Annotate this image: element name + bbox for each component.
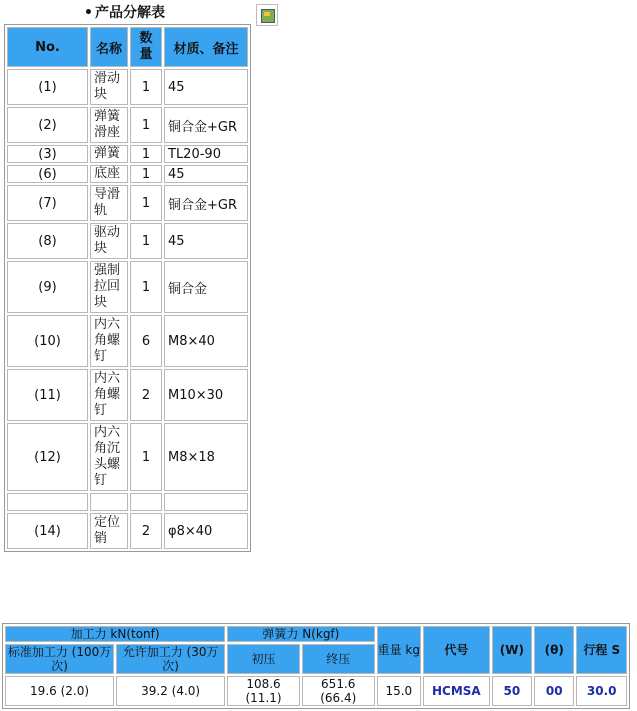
part-qty bbox=[130, 493, 162, 511]
header-std-force: 标准加工力 (100万次) bbox=[5, 644, 114, 674]
broken-image-icon[interactable] bbox=[256, 4, 278, 26]
part-no: (9) bbox=[7, 261, 88, 313]
value-w: 50 bbox=[492, 676, 532, 706]
spec-table bbox=[2, 623, 630, 709]
value-final: 651.6 (66.4) bbox=[302, 676, 375, 706]
part-no: (12) bbox=[7, 423, 88, 491]
part-no: (2) bbox=[7, 107, 88, 143]
value-std-force: 19.6 (2.0) bbox=[5, 676, 114, 706]
part-no: (7) bbox=[7, 185, 88, 221]
part-qty: 6 bbox=[130, 315, 162, 367]
part-material: φ8×40 bbox=[164, 513, 248, 549]
part-qty: 2 bbox=[130, 513, 162, 549]
part-qty: 1 bbox=[130, 261, 162, 313]
header-initial: 初压 bbox=[227, 644, 300, 674]
part-name: 滑动块 bbox=[90, 69, 128, 105]
header-no: No. bbox=[7, 27, 88, 67]
value-initial: 108.6 (11.1) bbox=[227, 676, 300, 706]
part-name: 内六角螺钉 bbox=[90, 315, 128, 367]
part-qty: 1 bbox=[130, 165, 162, 183]
part-name: 导滑轨 bbox=[90, 185, 128, 221]
part-material: 铜合金 bbox=[164, 261, 248, 313]
header-final: 终压 bbox=[302, 644, 375, 674]
table-row bbox=[7, 423, 248, 491]
header-w: (W) bbox=[492, 626, 532, 674]
parts-table bbox=[4, 24, 251, 552]
part-name: 弹簧 bbox=[90, 145, 128, 163]
part-name: 定位销 bbox=[90, 513, 128, 549]
part-material: 45 bbox=[164, 223, 248, 259]
part-no: (10) bbox=[7, 315, 88, 367]
value-code: HCMSA bbox=[423, 676, 490, 706]
page-title bbox=[84, 2, 165, 22]
part-qty: 1 bbox=[130, 69, 162, 105]
header-weight: 重量 kg bbox=[377, 626, 421, 674]
part-qty: 1 bbox=[130, 223, 162, 259]
title-bullet: • bbox=[84, 5, 93, 21]
part-name: 驱动块 bbox=[90, 223, 128, 259]
part-qty: 1 bbox=[130, 423, 162, 491]
part-no: (14) bbox=[7, 513, 88, 549]
table-row bbox=[7, 513, 248, 549]
header-code: 代号 bbox=[423, 626, 490, 674]
header-stroke: 行程 S bbox=[576, 626, 627, 674]
table-row bbox=[7, 69, 248, 105]
value-allow-force: 39.2 (4.0) bbox=[116, 676, 225, 706]
header-qty: 数量 bbox=[130, 27, 162, 67]
value-weight: 15.0 bbox=[377, 676, 421, 706]
part-no: (3) bbox=[7, 145, 88, 163]
part-material: 铜合金+GR bbox=[164, 107, 248, 143]
part-qty: 1 bbox=[130, 185, 162, 221]
part-qty: 1 bbox=[130, 145, 162, 163]
part-material: 45 bbox=[164, 69, 248, 105]
value-theta: 00 bbox=[534, 676, 574, 706]
part-material: M10×30 bbox=[164, 369, 248, 421]
table-row bbox=[7, 165, 248, 183]
part-material: TL20-90 bbox=[164, 145, 248, 163]
part-material: 45 bbox=[164, 165, 248, 183]
table-row bbox=[7, 315, 248, 367]
part-no: (6) bbox=[7, 165, 88, 183]
part-material: M8×40 bbox=[164, 315, 248, 367]
part-name: 内六角螺钉 bbox=[90, 369, 128, 421]
header-material: 材质、备注 bbox=[164, 27, 248, 67]
part-name: 底座 bbox=[90, 165, 128, 183]
table-row bbox=[7, 493, 248, 511]
header-spring-group: 弹簧力 N(kgf) bbox=[227, 626, 374, 642]
part-no: (1) bbox=[7, 69, 88, 105]
part-name: 内六角沉头螺钉 bbox=[90, 423, 128, 491]
table-row bbox=[7, 223, 248, 259]
part-no bbox=[7, 493, 88, 511]
part-material: 铜合金+GR bbox=[164, 185, 248, 221]
part-name: 弹簧滑座 bbox=[90, 107, 128, 143]
part-name: 强制拉回块 bbox=[90, 261, 128, 313]
table-row bbox=[7, 185, 248, 221]
header-allow-force: 允许加工力 (30万次) bbox=[116, 644, 225, 674]
title-text: 产品分解表 bbox=[94, 5, 165, 21]
table-row bbox=[7, 145, 248, 163]
part-qty: 2 bbox=[130, 369, 162, 421]
part-material: M8×18 bbox=[164, 423, 248, 491]
part-qty: 1 bbox=[130, 107, 162, 143]
parts-header-row bbox=[7, 27, 248, 67]
table-row bbox=[7, 107, 248, 143]
part-name bbox=[90, 493, 128, 511]
header-theta: (θ) bbox=[534, 626, 574, 674]
value-stroke: 30.0 bbox=[576, 676, 627, 706]
header-name: 名称 bbox=[90, 27, 128, 67]
table-row bbox=[7, 369, 248, 421]
part-no: (11) bbox=[7, 369, 88, 421]
part-material bbox=[164, 493, 248, 511]
header-force-group: 加工力 kN(tonf) bbox=[5, 626, 225, 642]
table-row bbox=[7, 261, 248, 313]
spec-value-row bbox=[5, 676, 627, 706]
part-no: (8) bbox=[7, 223, 88, 259]
